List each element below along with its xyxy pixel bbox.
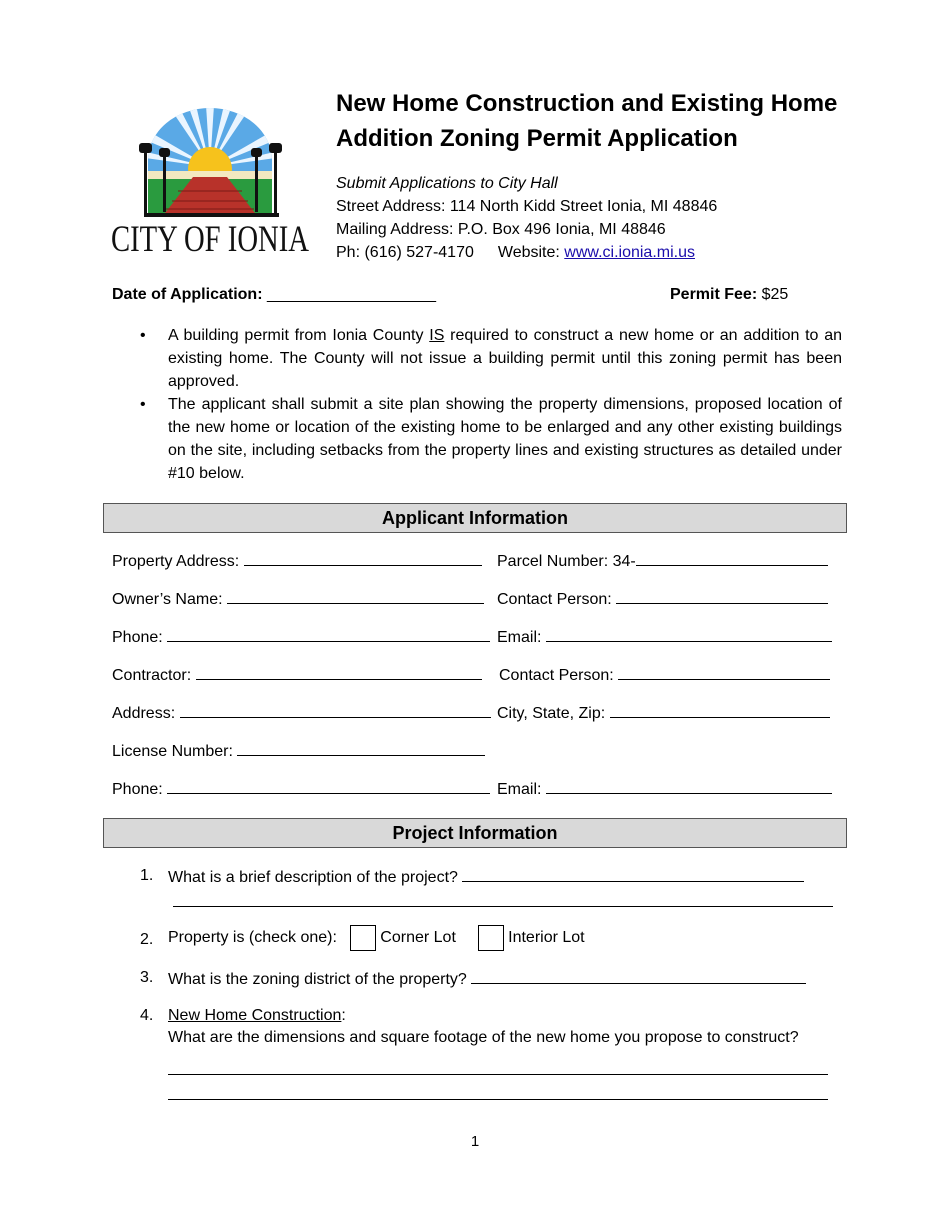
question-2: 2. Property is (check one): Corner Lot Interior Lot [140, 925, 840, 955]
city-state-zip-field[interactable]: City, State, Zip: [497, 703, 830, 723]
email-field[interactable]: Email: [497, 627, 832, 647]
website-link[interactable]: www.ci.ionia.mi.us [564, 244, 695, 261]
phone-field[interactable]: Phone: [112, 627, 490, 647]
question-4: 4. New Home Construction: What are the dimensions and square footage of the new home you propose to construct? [140, 1007, 799, 1046]
description-line-2[interactable] [173, 906, 833, 907]
city-phone: Ph: (616) 527-4170 [336, 244, 474, 261]
city-logo [108, 105, 313, 260]
list-item: • The applicant shall submit a site plan showing the property dimensions, proposed location of the new home or location of the existing home to be enlarged and any other existing buildings on the site, including setbacks from the property lines and existing structures as detailed under #10 below. [112, 393, 842, 485]
website-label: Website: [497, 244, 560, 261]
owners-name-field[interactable]: Owner’s Name: [112, 589, 484, 609]
street-address: Street Address: 114 North Kidd Street Ionia, MI 48846 [336, 198, 718, 215]
fee-value: $25 [761, 286, 789, 303]
list-item: • A building permit from Ionia County IS required to construct a new home or an addition to an existing home. The County will not issue a building permit until this zoning permit has been approved. [112, 324, 842, 393]
date-label: Date of Application: [112, 286, 263, 303]
contractor-field[interactable]: Contractor: [112, 665, 482, 685]
interior-lot-checkbox[interactable] [478, 925, 504, 951]
description-field[interactable] [462, 867, 804, 882]
zoning-district-field[interactable] [471, 969, 806, 984]
page-number: 1 [470, 1133, 480, 1150]
contractor-contact-person-field[interactable]: Contact Person: [499, 665, 830, 685]
permit-fee [670, 286, 788, 304]
fee-label: Permit Fee: [670, 286, 758, 303]
svg-text:CITY OF IONIA: CITY OF IONIA [111, 219, 310, 260]
instructions-list [112, 324, 842, 485]
date-of-application [112, 286, 436, 304]
dimensions-line-2[interactable] [168, 1099, 828, 1100]
mailing-address: Mailing Address: P.O. Box 496 Ionia, MI 48846 [336, 221, 666, 238]
project-info-header: Project Information [103, 818, 847, 848]
contractor-phone-field[interactable]: Phone: [112, 779, 490, 799]
parcel-number-field[interactable]: Parcel Number: 34- [497, 551, 828, 571]
contractor-address-field[interactable]: Address: [112, 703, 491, 723]
bullet-icon: • [140, 396, 146, 413]
contact-block [336, 172, 717, 264]
bullet-icon: • [140, 327, 146, 344]
interior-lot-label: Interior Lot [508, 929, 585, 947]
corner-lot-label: Corner Lot [380, 929, 456, 947]
question-3: 3. What is the zoning district of the property? [140, 969, 840, 991]
submit-note: Submit Applications to City Hall [336, 175, 558, 192]
corner-lot-checkbox[interactable] [350, 925, 376, 951]
contractor-email-field[interactable]: Email: [497, 779, 832, 799]
question-1: 1. What is a brief description of the project? [140, 867, 840, 889]
date-field[interactable]: ___________________ [266, 286, 437, 303]
contact-person-field[interactable]: Contact Person: [497, 589, 828, 609]
dimensions-line-1[interactable] [168, 1074, 828, 1075]
page-title: New Home Construction and Existing Home Addition Zoning Permit Application [336, 90, 838, 152]
applicant-info-header: Applicant Information [103, 503, 847, 533]
property-address-field[interactable]: Property Address: [112, 551, 482, 571]
license-number-field[interactable]: License Number: [112, 741, 485, 761]
phone-website-line [336, 241, 717, 264]
